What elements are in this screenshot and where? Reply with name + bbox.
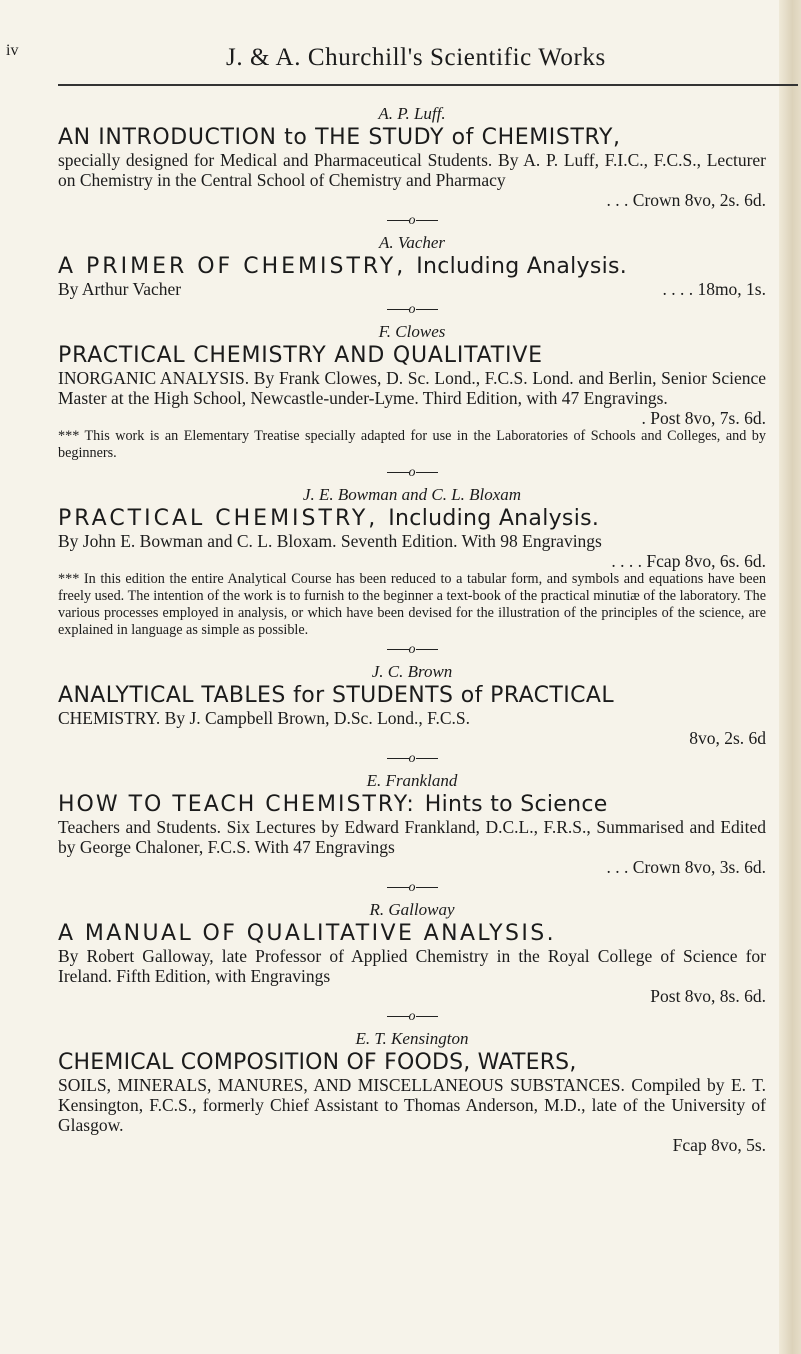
entry-description: By Robert Galloway, late Professor of Applied Chemistry in the Royal College of Science for Ireland. Fifth Edition, with Engravings [58, 946, 766, 986]
entry-separator: o [58, 1008, 766, 1026]
entry-description: By Arthur Vacher [58, 279, 182, 299]
entry-author: J. E. Bowman and C. L. Bloxam [302, 485, 522, 504]
entry-separator: o [58, 212, 766, 230]
entry-title-main: PRACTICAL CHEMISTRY, [58, 506, 379, 531]
entry-author: J. C. Brown [371, 662, 453, 681]
entry-price: . . . Crown 8vo, 3s. 6d. [606, 857, 766, 877]
entry-author: A. P. Luff. [378, 104, 446, 123]
entry-title-tail: Including Analysis. [388, 506, 600, 531]
entry-price: . . . . Fcap 8vo, 6s. 6d. [611, 551, 766, 571]
entry-title: CHEMICAL COMPOSITION OF FOODS, WATERS, [58, 1050, 577, 1075]
entry-price: Fcap 8vo, 5s. [672, 1135, 766, 1155]
entry-price: . . . Crown 8vo, 2s. 6d. [606, 190, 766, 210]
catalogue-entry-kensington [58, 1029, 766, 1155]
entry-author: E. T. Kensington [355, 1029, 469, 1048]
entry-description: CHEMISTRY. By J. Campbell Brown, D.Sc. Lond., F.C.S. [58, 708, 471, 728]
entry-description: Teachers and Students. Six Lectures by Edward Frankland, D.C.L., F.R.S., Summarised and Edited by George Chaloner, F.C.S. With 47 Engravings [58, 817, 766, 857]
entry-separator: o [58, 301, 766, 319]
entry-price: . . . . 18mo, 1s. [662, 279, 766, 299]
entry-title: PRACTICAL CHEMISTRY AND QUALITATIVE [58, 343, 543, 368]
entry-title: A MANUAL OF QUALITATIVE ANALYSIS. [58, 921, 556, 946]
entry-price: . Post 8vo, 7s. 6d. [641, 408, 766, 428]
entry-title: AN INTRODUCTION to THE STUDY of CHEMISTRY, [58, 125, 621, 150]
catalogue-entry-galloway [58, 900, 766, 1006]
entry-author: F. Clowes [378, 322, 446, 341]
catalogue-entry-brown [58, 662, 766, 748]
catalogue-entry-bowman-bloxam [58, 485, 766, 639]
entry-description: By John E. Bowman and C. L. Bloxam. Seventh Edition. With 98 Engravings [58, 531, 602, 551]
catalogue-list [58, 104, 766, 1155]
entry-author: R. Galloway [369, 900, 455, 919]
entry-separator: o [58, 879, 766, 897]
entry-separator: o [58, 750, 766, 768]
entry-note: *** In this edition the entire Analytical Course has been reduced to a tabular form, and symbols and equations have been freely used. The intention of the work is to furnish to the beginner a text-book of the practical minutiæ of the laboratory. The various processes employed in analysis, or which have been devised for the illustration of the principles of the science, are explained in language as simple as possible. [58, 571, 766, 638]
entry-separator: o [58, 464, 766, 482]
entry-price: Post 8vo, 8s. 6d. [650, 986, 766, 1006]
catalogue-entry-luff [58, 104, 766, 210]
entry-description: INORGANIC ANALYSIS. By Frank Clowes, D. Sc. Lond., F.C.S. Lond. and Berlin, Senior Science Master at the High School, Newcastle-under-Lyme. Third Edition, with 47 Engravings. [58, 368, 766, 408]
entry-note: *** This work is an Elementary Treatise specially adapted for use in the Laboratories of Schools and Colleges, and by beginners. [58, 428, 766, 461]
running-head: J. & A. Churchill's Scientific Works [226, 44, 606, 71]
entry-author: A. Vacher [378, 233, 446, 252]
entry-title [58, 792, 766, 817]
entry-title [58, 506, 766, 531]
entry-author: E. Frankland [366, 771, 458, 790]
entry-title [58, 254, 766, 279]
header-rule [58, 84, 798, 86]
entry-price: 8vo, 2s. 6d [689, 728, 766, 748]
entry-title-main: A PRIMER OF CHEMISTRY, [58, 254, 407, 279]
page-number: iv [6, 42, 19, 59]
catalogue-entry-vacher [58, 233, 766, 299]
entry-description: SOILS, MINERALS, MANURES, AND MISCELLANEOUS SUBSTANCES. Compiled by E. T. Kensington, F.C.S., formerly Chief Assistant to Thomas Anderson, M.D., late of the University of Glasgow. [58, 1075, 766, 1135]
entry-title-tail: Including Analysis. [416, 254, 628, 279]
page-edge-shadow [779, 0, 801, 1354]
entry-description: specially designed for Medical and Pharmaceutical Students. By A. P. Luff, F.I.C., F.C.S., Lecturer on Chemistry in the Central School of Chemistry and Pharmacy [58, 150, 766, 190]
catalogue-entry-frankland [58, 771, 766, 877]
entry-title-tail: Hints to Science [424, 792, 608, 817]
entry-title: ANALYTICAL TABLES for STUDENTS of PRACTICAL [58, 683, 615, 708]
entry-title-main: HOW TO TEACH CHEMISTRY: [58, 792, 416, 817]
catalogue-entry-clowes [58, 322, 766, 462]
entry-separator: o [58, 641, 766, 659]
